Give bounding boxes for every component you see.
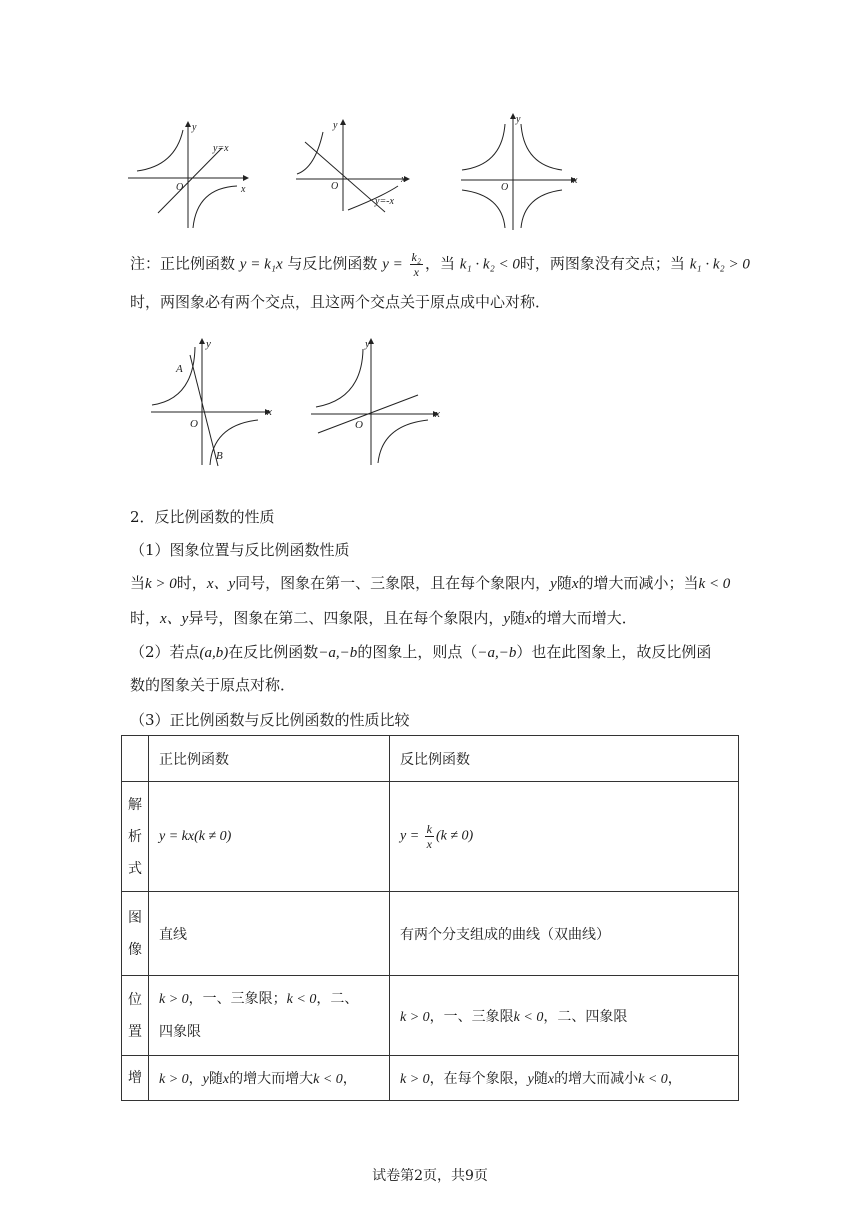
table-row bbox=[122, 782, 739, 892]
row-label: 位 置 bbox=[122, 976, 149, 1056]
property-line-2: 时，x、y异号，图象在第二、四象限，且在每个象限内，y随x的增大而增大． bbox=[130, 609, 637, 627]
row-label: 解 析 式 bbox=[122, 782, 149, 892]
svg-text:y=x: y=x bbox=[213, 143, 229, 154]
fraction-k2-over-x: $\frac{\text{k₂}}{x}$ bbox=[411, 250, 421, 279]
fraction-k-over-x: $\frac{k}{x}$ bbox=[426, 822, 432, 851]
table-row bbox=[122, 892, 739, 976]
svg-text:x: x bbox=[573, 175, 578, 186]
svg-text:O: O bbox=[501, 182, 509, 193]
row-label: 增 bbox=[122, 1056, 149, 1101]
subsection-2-line-1: （2）若点(a,b)在反比例函数−a,−b的图象上，则点（−a,−b）也在此图象上，故反比例函 bbox=[130, 643, 712, 661]
table-header-cell: 反比例函数 bbox=[390, 736, 739, 782]
svg-text:x: x bbox=[401, 174, 406, 185]
svg-text:O: O bbox=[176, 182, 184, 193]
table-header-cell bbox=[122, 736, 149, 782]
note-line-1: 注：正比例函数 y = k₁x 与反比例函数 y = $\frac{\text{k₂}}{x}$ ，当 k₁ · k₂ < 0时，两图象没有交点；当 k₁ · k₂ > 0 bbox=[130, 250, 750, 279]
svg-text:O: O bbox=[331, 181, 339, 192]
svg-text:y=-x: y=-x bbox=[375, 196, 394, 207]
svg-text:x: x bbox=[241, 184, 246, 195]
table-header-cell: 正比例函数 bbox=[149, 736, 390, 782]
table-cell: y = kx(k ≠ 0) bbox=[149, 782, 390, 892]
table-cell: 直线 bbox=[149, 892, 390, 976]
graph-hyperbola-with-y-equals-minus-x bbox=[293, 118, 413, 213]
page-footer: 试卷第2页，共9页 bbox=[372, 1168, 488, 1184]
svg-text:O: O bbox=[355, 419, 363, 431]
section-heading: 2．反比例函数的性质 bbox=[130, 508, 275, 526]
table-cell: 有两个分支组成的曲线（双曲线） bbox=[390, 892, 739, 976]
table-cell: k > 0，y随x的增大而增大k < 0， bbox=[149, 1056, 390, 1101]
note-line-2: 时，两图象必有两个交点，且这两个交点关于原点成中心对称． bbox=[130, 293, 551, 311]
graph-hyperbola-second-fourth-quadrants bbox=[458, 110, 583, 232]
svg-text:A: A bbox=[176, 363, 183, 375]
svg-text:y: y bbox=[516, 114, 521, 125]
graph-line-crossing-hyperbola bbox=[308, 335, 443, 467]
table-row bbox=[122, 976, 739, 1056]
svg-text:y: y bbox=[333, 120, 338, 131]
table-cell: k > 0，一、三象限；k < 0，二、 四象限 bbox=[149, 976, 390, 1056]
row-label: 图 像 bbox=[122, 892, 149, 976]
svg-text:y: y bbox=[206, 338, 211, 350]
table-header-row bbox=[122, 736, 739, 782]
svg-text:B: B bbox=[216, 450, 223, 462]
table-cell: y = $\frac{k}{x}$ (k ≠ 0) bbox=[390, 782, 739, 892]
svg-text:x: x bbox=[435, 408, 440, 420]
svg-text:y: y bbox=[365, 338, 370, 350]
subsection-2-line-2: 数的图象关于原点对称． bbox=[130, 676, 296, 694]
graph-hyperbola-with-y-equals-x bbox=[125, 118, 250, 230]
table-row bbox=[122, 1056, 739, 1101]
table-cell: k > 0，一、三象限k < 0，二、四象限 bbox=[390, 976, 739, 1056]
svg-text:O: O bbox=[190, 418, 198, 430]
property-line-1: 当k > 0时，x、y同号，图象在第一、三象限，且在每个象限内，y随x的增大而减小；当k < 0 bbox=[130, 574, 731, 592]
svg-text:x: x bbox=[267, 406, 272, 418]
graph-intersection-points-a-b bbox=[148, 335, 278, 467]
subsection-1-title: （1）图象位置与反比例函数性质 bbox=[130, 541, 350, 559]
svg-text:y: y bbox=[192, 122, 197, 133]
comparison-table bbox=[121, 735, 739, 1101]
table-cell: k > 0，在每个象限，y随x的增大而减小k < 0， bbox=[390, 1056, 739, 1101]
subsection-3-title: （3）正比例函数与反比例函数的性质比较 bbox=[130, 711, 410, 729]
